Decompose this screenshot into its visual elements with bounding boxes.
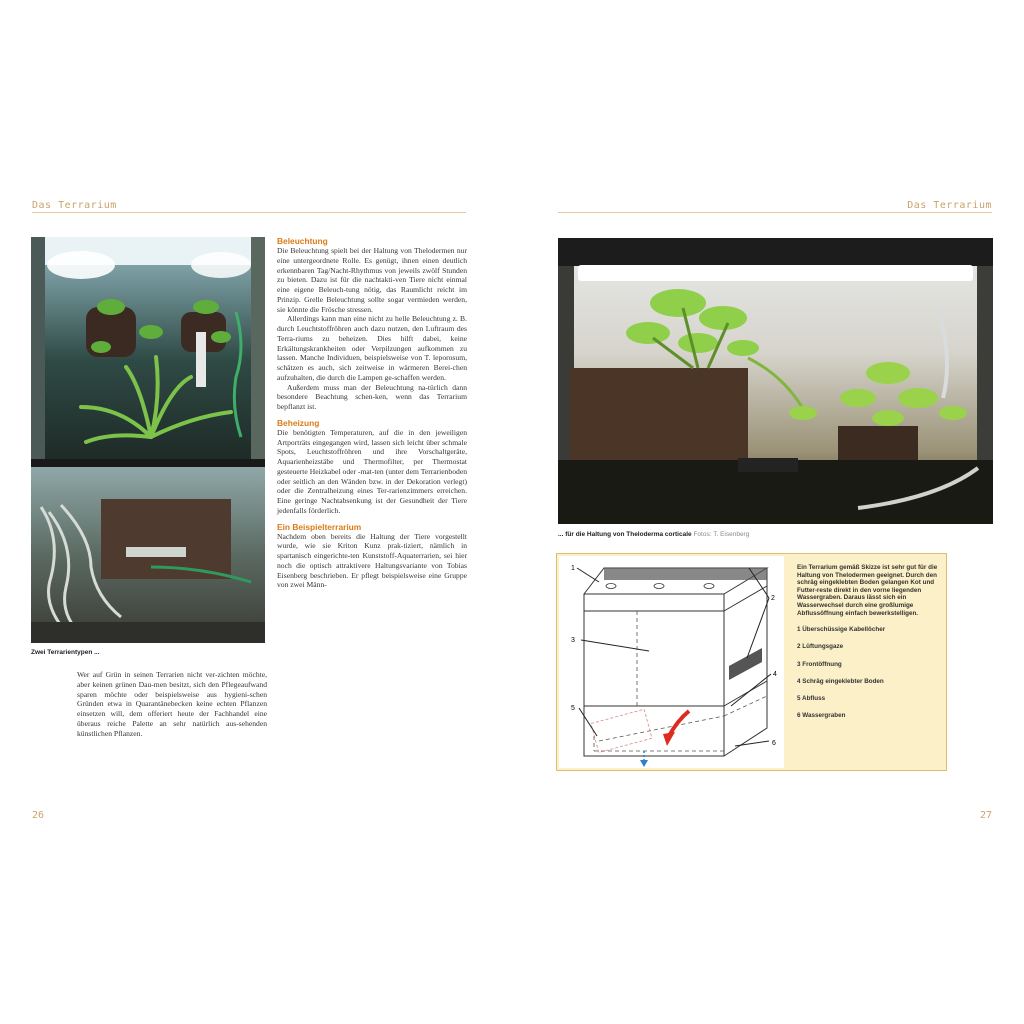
diagram-number-5: 5 — [571, 705, 575, 712]
diagram-number-4: 4 — [773, 671, 777, 678]
section-heading-beispielterrarium: Ein Beispielterrarium — [277, 521, 362, 532]
intro-paragraph: Wer auf Grün in seinen Terrarien nicht ver-zichten möchte, aber keinen grünen Dau-men besitzt, sich den Pflegeaufwand sparen möchte oder beispielsweise aus hygieni-schen Gründen etwa in Quarantänebecken keine echten Pflanzen einsetzen will, dem offeriert heute der Fachhandel eine überaus reiche Palette an sehr natürlich aus-sehenden künstlichen Pflanzen. — [77, 670, 267, 738]
right-photo-caption — [558, 531, 749, 538]
section-heading-beheizung: Beheizung — [277, 417, 320, 428]
diagram-number-6: 6 — [772, 740, 776, 747]
left-photo-caption: Zwei Terrarientypen ... — [31, 649, 100, 656]
paragraph: Nachdem oben bereits die Haltung der Tiere vorgestellt wurde, wie sie Kriton Kunz prak-tiziert, nämlich in spartanisch eingerichte-ten Kunststoff-Aquaterrarien, sei hier noch die optisch attraktivere Haltungsvariante von Tobias Eisenberg beschrieben. Er pflegt beispielsweise eine Gruppe von zwei Männ- — [277, 531, 467, 590]
legend-item: 6 Wassergraben — [797, 712, 846, 720]
left-page-header: Das Terrarium — [32, 200, 117, 211]
terrarium-sketch-diagram — [559, 556, 784, 768]
diagram-number-1: 1 — [571, 565, 575, 572]
diagram-number-2: 2 — [771, 595, 775, 602]
paragraph: Allerdings kann man eine nicht zu helle Beleuchtung z. B. durch Leuchtstoffröhren auch dazu nutzen, den Luftraum des Terra-riums zu beheizen. Dies hilft dabei, keine Erkältungskrankheiten oder Verpilzungen aufkommen zu lassen. Manche Individuen, beispielsweise von T. leporosum, schätzen es auch, sich zeitweise in wärmeren Berei-chen aufzuhalten, die durch die Lampen ge-schaffen werden. — [277, 314, 467, 382]
legend-item: 3 Frontöffnung — [797, 660, 842, 668]
right-terrarium-photo — [558, 238, 993, 524]
right-page-number: 27 — [979, 810, 992, 821]
left-terrarium-photo — [31, 237, 265, 643]
right-photo-caption-text: ... für die Haltung von Theloderma corticale — [558, 531, 692, 538]
right-page-header: Das Terrarium — [907, 200, 992, 211]
left-page-number: 26 — [32, 810, 45, 821]
left-header-rule — [32, 212, 466, 213]
legend-item: 4 Schräg eingeklebter Boden — [797, 677, 884, 685]
paragraph: Die benötigten Temperaturen, auf die in den jeweiligen Artporträts eingegangen wird, lassen sich leicht über schmale Spots, Leuchtstoffröhren und ihre Vorschaltgeräte, Aquarienheizstäbe und Thermofilter, per Thermostat gesteuerte Heizkabel oder -mat-ten (unter dem Terrarienboden oder seitlich an den Wänden bzw. in der Dekoration verlegt) oder die Zentralheizung eines Ter-rarienzimmers erreichen. Eine geringe Nachtabsenkung ist der Gesundheit der Tiere jedenfalls förderlich. — [277, 427, 467, 515]
left-text-column — [277, 236, 467, 590]
terrarium-sketch-box — [556, 553, 947, 771]
section-heading-beleuchtung: Beleuchtung — [277, 236, 328, 246]
left-intro-column — [77, 670, 267, 738]
photo-credit: Fotos: T. Eisenberg — [693, 531, 750, 538]
right-header-rule — [558, 212, 992, 213]
sketch-legend — [797, 626, 941, 720]
paragraph: Außerdem muss man der Beleuchtung na-türlich dann besondere Beachtung schen-ken, wenn das Terrarium bepflanzt ist. — [277, 382, 467, 411]
sketch-description-text: Ein Terrarium gemäß Skizze ist sehr gut für die Haltung von Thelodermen geeignet. Durch den schräg eingeklebten Boden gelangen Kot und Futter-reste direkt in den vorne liegenden Wassergraben. Daraus lässt sich ein Wasserwechsel durch eine großlumige Abflussöffnung einfach bewerkstelligen. — [797, 564, 938, 617]
legend-item: 1 Überschüssige Kabellöcher — [797, 626, 886, 634]
legend-item: 2 Lüftungsgaze — [797, 643, 844, 651]
sketch-description — [797, 564, 941, 729]
legend-item: 5 Abfluss — [797, 694, 826, 702]
paragraph: Die Beleuchtung spielt bei der Haltung von Thelodermen nur eine untergeordnete Rolle. Es genügt, ihnen einen deutlich erkennbaren Tag/Nacht-Rhythmus von jeweils zwölf Stunden zu bieten. Dazu ist für die nachtakti-ven Tiere nicht einmal eine eigene Beleuch-tung nötig, das Raumlicht reicht im Prinzip. Grelle Beleuchtung sollte sogar vermieden werden, sie könnte die Frösche stressen. — [277, 246, 467, 314]
diagram-number-3: 3 — [571, 637, 575, 644]
